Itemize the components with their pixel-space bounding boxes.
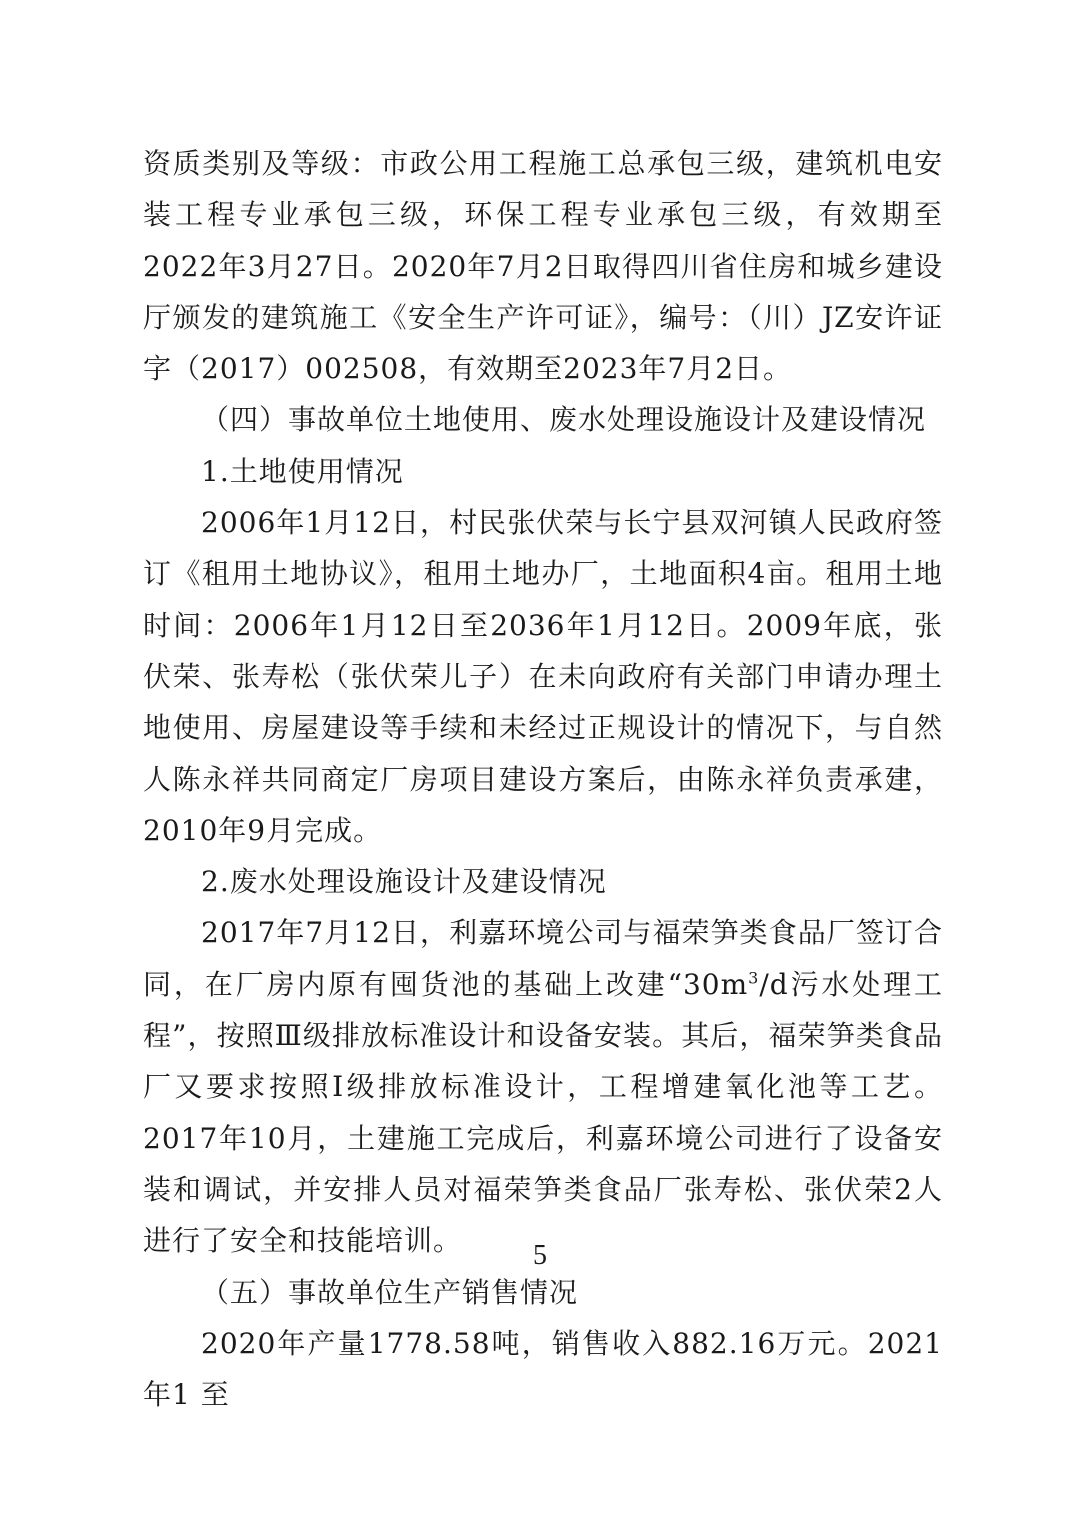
page-number: 5 [533,1240,547,1271]
paragraph-land-use: 2006年1月12日，村民张伏荣与长宁县双河镇人民政府签订《租用土地协议》，租用土地办厂，土地面积4亩。租用土地时间：2006年1月12日至2036年1月12日。2009年底，张伏荣、张寿松（张伏荣儿子）在未向政府有关部门申请办理土地使用、房屋建设等手续和未经过正规设计的情况下，与自然人陈永祥共同商定厂房项目建设方案后，由陈永祥负责承建，2010年9月完成。 [143,506,943,847]
wastewater-text-part-2: /d污水处理工程”，按照Ⅲ级排放标准设计和设备安装。其后，福荣笋类食品厂又要求按照Ⅰ级排放标准设计，工程增建氧化池等工艺。2017年10月，土建施工完成后，利嘉环境公司进行了设备安装和调试，并安排人员对福荣笋类食品厂张寿松、张伏荣2人进行了安全和技能培训。 [143,967,944,1258]
heading-section-5: （五）事故单位生产销售情况 [201,1275,579,1309]
subheading-land-use: 1.土地使用情况 [201,454,404,488]
wastewater-text-part-1: 2017年7月12日，利嘉环境公司与福荣笋类食品厂签订合同，在厂房内原有囤货池的基础上改建“30m [143,916,943,1001]
body-text [143,138,943,1420]
subheading-wastewater-facility: 2.废水处理设施设计及建设情况 [201,865,607,899]
heading-section-4: （四）事故单位土地使用、废水处理设施设计及建设情况 [201,403,927,437]
paragraph-wastewater-facility [143,907,943,1266]
superscript-cubic: 3 [748,968,760,988]
paragraph-qualification: 资质类别及等级：市政公用工程施工总承包三级，建筑机电安装工程专业承包三级，环保工程专业承包三级，有效期至2022年3月27日。2020年7月2日取得四川省住房和城乡建设厅颁发的建筑施工《安全生产许可证》，编号：（川）JZ安许证字（2017）002508，有效期至2023年7月2日。 [143,147,943,386]
paragraph-production-sales: 2020年产量1778.58吨，销售收入882.16万元。2021年1 至 [143,1326,943,1412]
